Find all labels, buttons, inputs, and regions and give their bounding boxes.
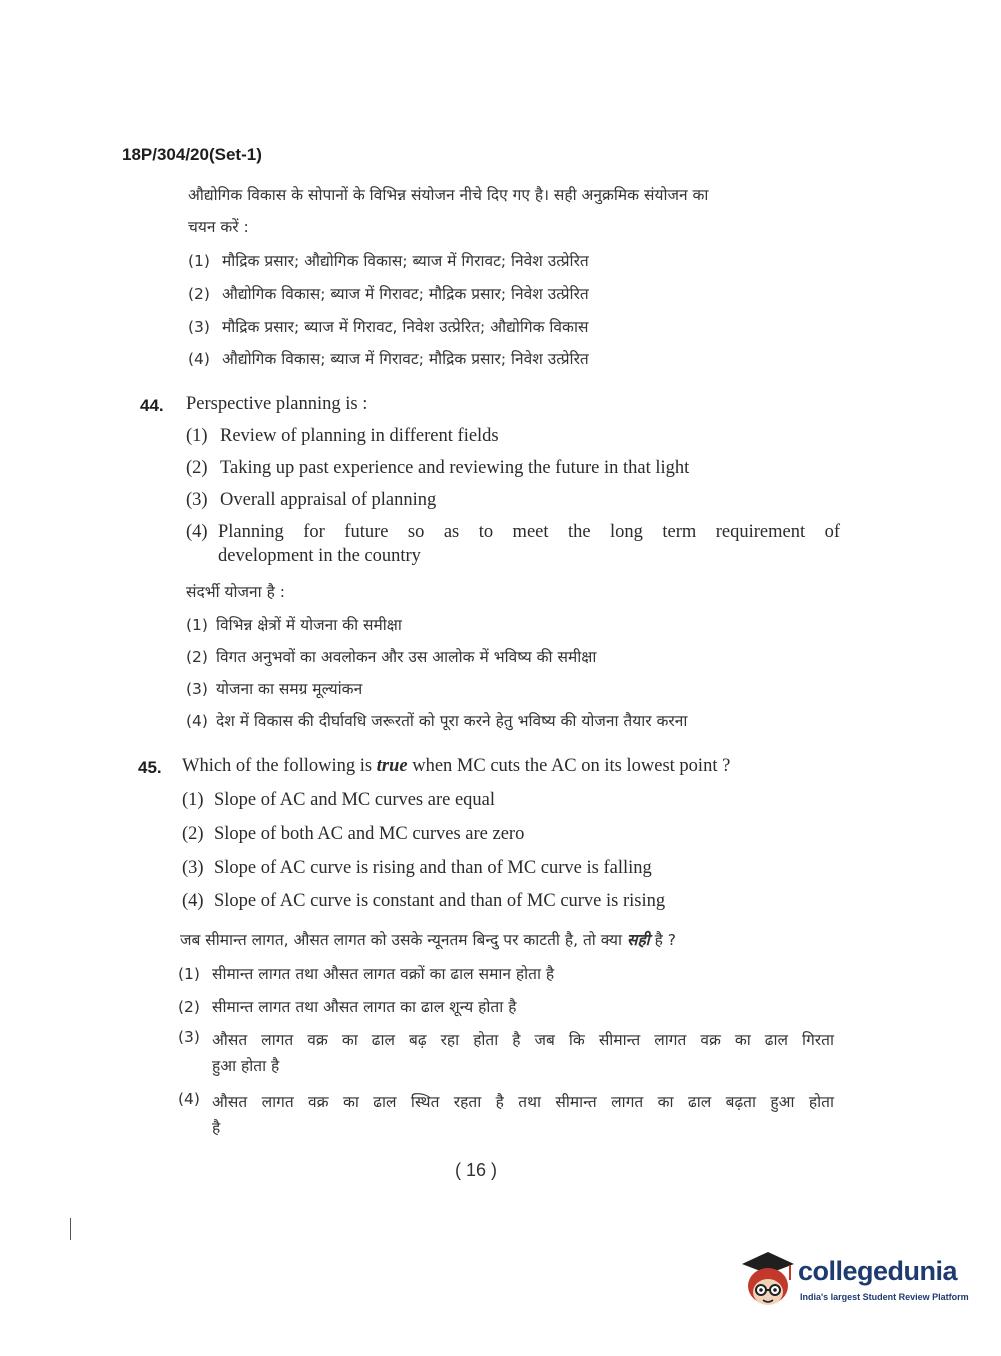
q45-number: 45. [138, 758, 162, 777]
option-number: (3) [188, 318, 210, 336]
q45-stem-pre: Which of the following is [182, 756, 377, 776]
q45-hindi-stem [180, 928, 676, 950]
option-number: (1) [186, 616, 208, 634]
q43-option-4 [188, 347, 589, 369]
option-text: Planning for future so as to meet the long term requirement of [218, 522, 840, 542]
q45-hindi-stem-post: है ? [649, 931, 677, 949]
option-number: (4) [186, 712, 208, 730]
option-text: Slope of AC and MC curves are equal [214, 790, 496, 810]
q44-option-1 [186, 426, 499, 447]
q43-option-3 [188, 315, 588, 337]
q44-stem: Perspective planning is : [186, 394, 368, 414]
option-number: (1) [186, 426, 208, 446]
q45-stem-post: when MC cuts the AC on its lowest point ? [407, 756, 731, 776]
q45-stem [182, 756, 730, 777]
margin-mark [70, 1218, 71, 1240]
q44-hindi-option-4 [186, 709, 687, 731]
option-text: औद्योगिक विकास; ब्याज में गिरावट; मौद्रिक प्रसार; निवेश उत्प्रेरित [222, 285, 589, 303]
option-number: (4) [178, 1090, 200, 1108]
q45-hindi-option-1 [178, 962, 554, 984]
option-number: (1) [178, 965, 200, 983]
q45-option-3 [182, 858, 652, 879]
option-number: (1) [188, 252, 210, 270]
option-text: औसत लागत वक्र का ढाल बढ़ रहा होता है जब कि सीमान्त लागत वक्र का ढाल गिरता [212, 1031, 834, 1049]
option-number: (3) [178, 1028, 200, 1046]
q45-hindi-option-3 [178, 1028, 834, 1076]
q44-option-2 [186, 458, 689, 479]
option-text: Overall appraisal of planning [220, 490, 437, 510]
q45-hindi-stem-pre: जब सीमान्त लागत, औसत लागत को उसके न्यूनतम बिन्दु पर काटती है, तो क्या [180, 931, 627, 949]
q44-option-4 [186, 522, 840, 567]
option-number: (2) [182, 824, 204, 844]
q44-hindi-option-3 [186, 677, 362, 699]
option-text-line2: है [212, 1119, 221, 1137]
option-text: मौद्रिक प्रसार; ब्याज में गिरावट, निवेश उत्प्रेरित; औद्योगिक विकास [222, 318, 589, 336]
paper-code: 18P/304/20(Set-1) [122, 145, 262, 164]
collegedunia-logo [740, 1250, 980, 1312]
option-number: (1) [182, 790, 204, 810]
q45-option-2 [182, 824, 524, 845]
q44-hindi-stem: संदर्भी योजना है : [186, 583, 285, 601]
option-text: Slope of both AC and MC curves are zero [214, 824, 525, 844]
option-text: योजना का समग्र मूल्यांकन [216, 680, 363, 698]
option-number: (3) [182, 858, 204, 878]
option-text: विगत अनुभवों का अवलोकन और उस आलोक में भविष्य की समीक्षा [216, 648, 597, 666]
q43-hindi-stem-line2: चयन करें : [188, 218, 249, 236]
option-number: (3) [186, 490, 208, 510]
page-number: ( 16 ) [455, 1160, 498, 1180]
q43-hindi-stem-line1: औद्योगिक विकास के सोपानों के विभिन्न संयोजन नीचे दिए गए है। सही अनुक्रमिक संयोजन का [188, 186, 709, 204]
q45-hindi-stem-emphasis: सही [626, 931, 650, 949]
option-text: Taking up past experience and reviewing the future in that light [220, 458, 690, 478]
option-text: सीमान्त लागत तथा औसत लागत का ढाल शून्य होता है [212, 998, 517, 1016]
option-number: (4) [188, 350, 210, 368]
logo-wordmark: collegedunia [798, 1256, 958, 1286]
q45-hindi-option-4 [178, 1090, 834, 1138]
option-number: (2) [178, 998, 200, 1016]
q43-option-2 [188, 282, 589, 304]
q44-hindi-option-1 [186, 613, 402, 635]
option-number: (2) [186, 648, 208, 666]
option-number: (4) [182, 891, 204, 911]
q45-option-4 [182, 891, 665, 912]
option-text: Slope of AC curve is rising and than of MC curve is falling [214, 858, 652, 878]
option-text: देश में विकास की दीर्घावधि जरूरतों को पूरा करने हेतु भविष्य की योजना तैयार करना [216, 712, 688, 730]
option-text: विभिन्न क्षेत्रों में योजना की समीक्षा [216, 616, 402, 634]
option-text: औद्योगिक विकास; ब्याज में गिरावट; मौद्रिक प्रसार; निवेश उत्प्रेरित [222, 350, 589, 368]
option-number: (2) [188, 285, 210, 303]
mascot-icon [740, 1250, 796, 1310]
option-text: मौद्रिक प्रसार; औद्योगिक विकास; ब्याज में गिरावट; निवेश उत्प्रेरित [222, 252, 589, 270]
option-text-line2: development in the country [218, 546, 421, 566]
option-number: (3) [186, 680, 208, 698]
option-text: औसत लागत वक्र का ढाल स्थित रहता है तथा सीमान्त लागत का ढाल बढ़ता हुआ होता [212, 1093, 834, 1111]
option-number: (4) [186, 522, 208, 542]
option-text-line2: हुआ होता है [212, 1057, 280, 1075]
q44-option-3 [186, 490, 436, 511]
option-text: सीमान्त लागत तथा औसत लागत वक्रों का ढाल समान होता है [212, 965, 555, 983]
q45-hindi-option-2 [178, 995, 516, 1017]
option-number: (2) [186, 458, 208, 478]
q45-stem-emphasis: true [376, 756, 408, 776]
q44-hindi-option-2 [186, 645, 596, 667]
logo-tagline: India's largest Student Review Platform [800, 1292, 969, 1302]
q43-option-1 [188, 249, 589, 271]
q44-number: 44. [140, 396, 164, 415]
q45-option-1 [182, 790, 495, 811]
option-text: Review of planning in different fields [220, 426, 499, 446]
option-text: Slope of AC curve is constant and than of MC curve is rising [214, 891, 666, 911]
